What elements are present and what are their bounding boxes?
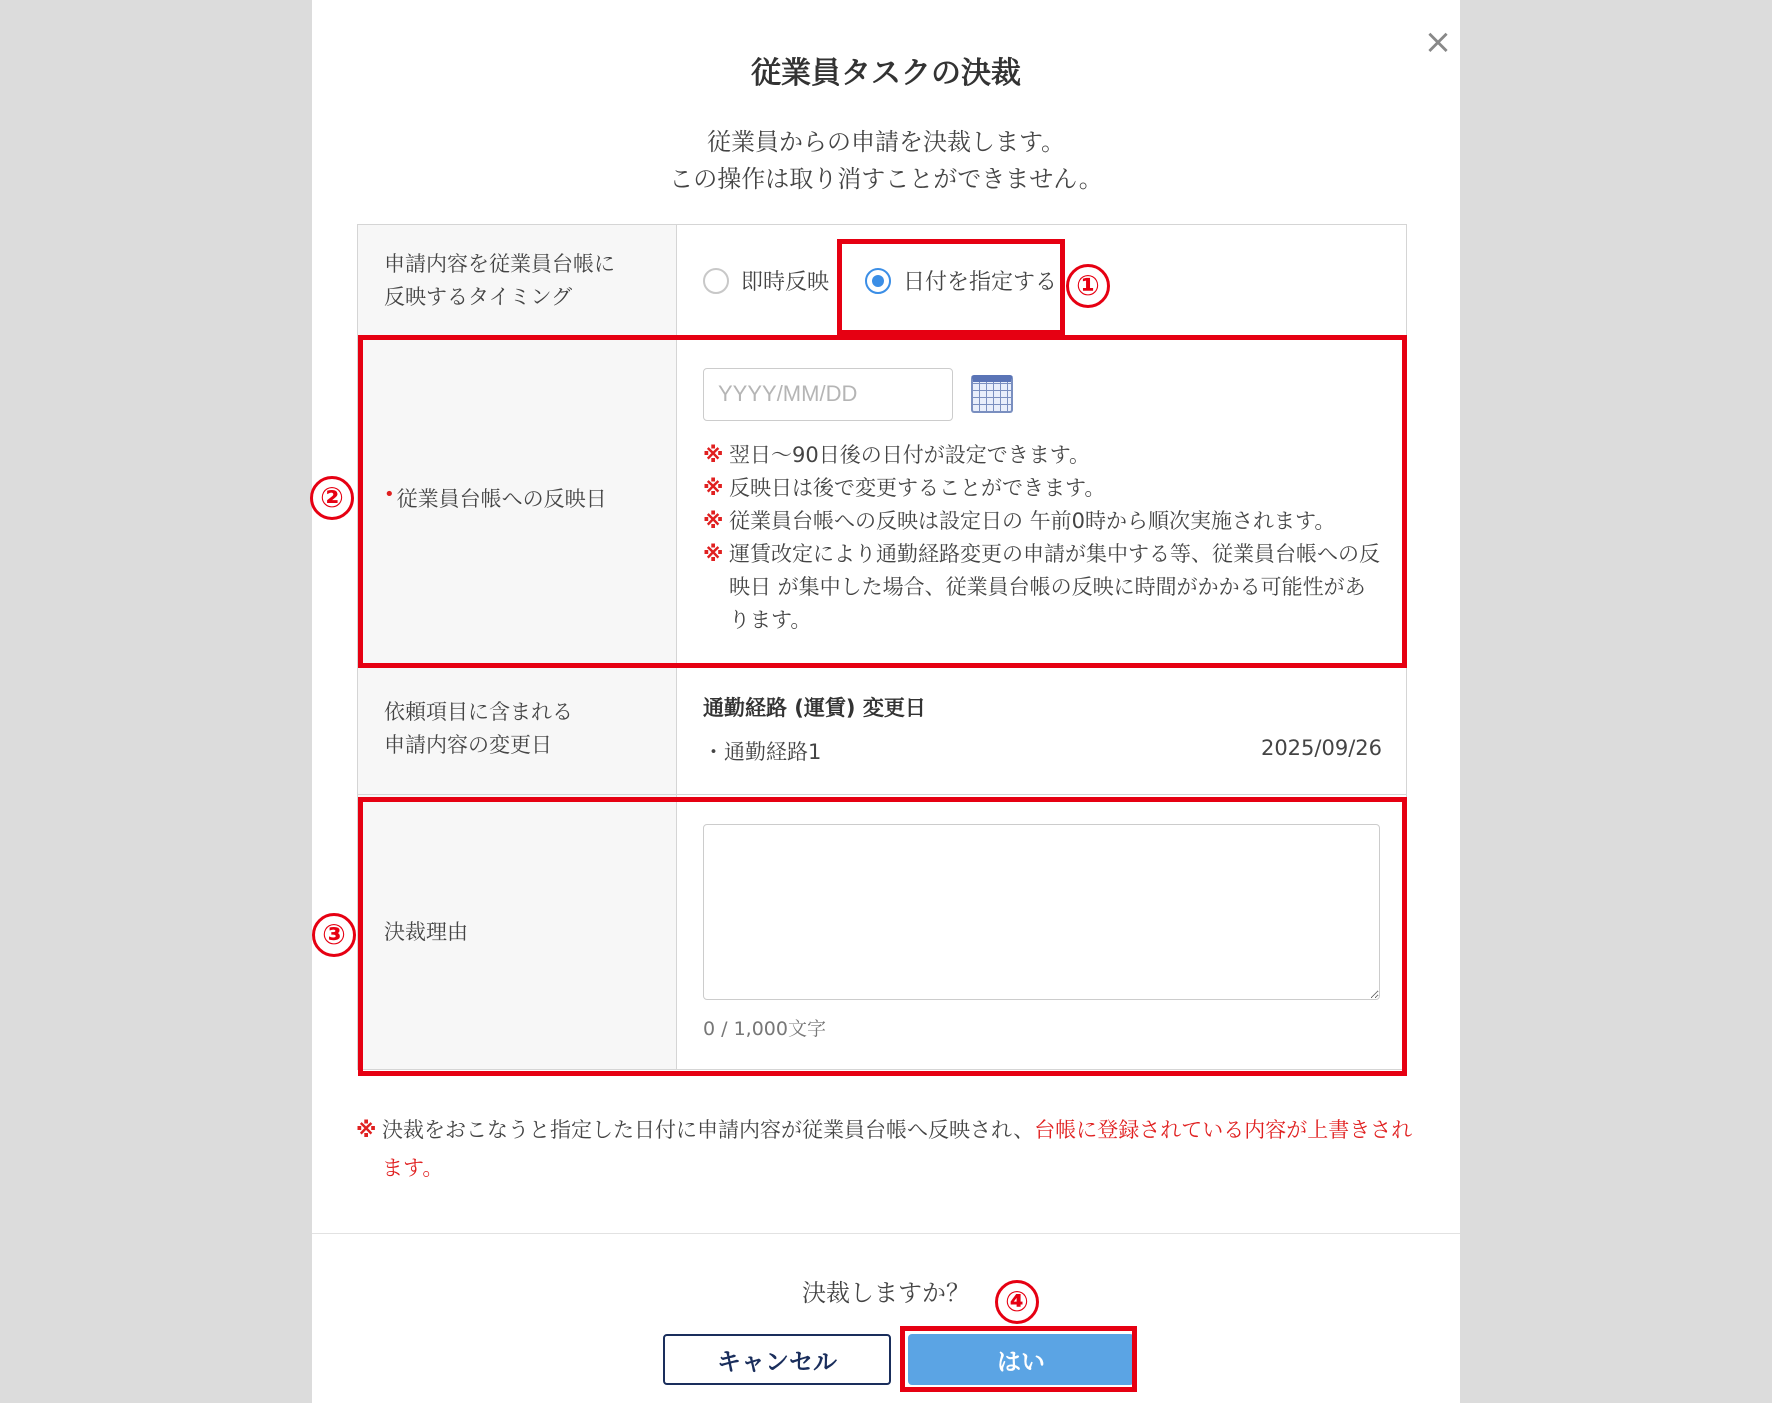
warning-text-red: 台帳に登録されている内容が上書きされます。: [382, 1118, 1413, 1180]
description-line-1: 従業員からの申請を決裁します。: [706, 128, 1066, 156]
note-text: 反映日は後で変更することができます。: [729, 475, 1106, 500]
footer-divider: [312, 1233, 1460, 1234]
warning-mark: ※: [356, 1118, 377, 1142]
callout-2: ②: [310, 476, 354, 520]
reason-row: [358, 795, 1407, 1070]
yes-button[interactable]: はい: [908, 1334, 1134, 1385]
reason-value: [677, 795, 1407, 1070]
change-date-item: [703, 736, 1382, 766]
calendar-icon[interactable]: [971, 375, 1013, 413]
change-date-label-line-2: 申請内容の変更日: [384, 733, 552, 757]
radio-specify-date-label: 日付を指定する: [903, 270, 1058, 295]
decision-form: [357, 224, 1407, 1070]
radio-specify-date-circle[interactable]: [865, 268, 891, 294]
note-mark: ※: [703, 442, 724, 467]
close-icon[interactable]: ×: [1423, 22, 1453, 62]
change-date-label-line-1: 依頼項目に含まれる: [384, 700, 573, 724]
reason-label: 決裁理由: [358, 795, 677, 1070]
callout-1: ①: [1066, 264, 1110, 308]
note-item: [703, 505, 1382, 538]
reflect-date-label: [358, 337, 677, 664]
reflect-date-label-text: 従業員台帳への反映日: [396, 487, 607, 511]
change-date-row: [358, 664, 1407, 795]
note-item: [703, 538, 1382, 637]
confirm-question: 決裁しますか？: [802, 1279, 970, 1307]
timing-label-line-1: 申請内容を従業員台帳に: [384, 251, 615, 276]
cancel-button[interactable]: キャンセル: [663, 1334, 891, 1385]
required-mark: •: [384, 484, 395, 505]
reflect-date-row: [358, 337, 1407, 664]
warning-text: 決裁をおこなうと指定した日付に申請内容が従業員台帳へ反映され、: [382, 1118, 1035, 1142]
change-date-item-date: 2025/09/26: [1260, 736, 1382, 760]
note-text: 従業員台帳への反映は設定日の 午前0時から順次実施されます。: [729, 508, 1336, 533]
dialog-description: [312, 124, 1460, 198]
date-input[interactable]: [703, 368, 953, 421]
reflect-date-value: [677, 337, 1407, 664]
timing-options: [677, 225, 1407, 337]
note-mark: ※: [703, 508, 724, 533]
note-mark: ※: [703, 541, 724, 566]
note-text: 翌日～90日後の日付が設定できます。: [729, 442, 1091, 467]
reason-textarea[interactable]: [703, 824, 1380, 1000]
change-date-item-name: ・通勤経路1: [703, 740, 822, 764]
callout-3: ③: [312, 913, 356, 957]
reflect-date-notes: [703, 439, 1382, 637]
timing-label-line-2: 反映するタイミング: [384, 284, 573, 309]
change-date-value: [677, 664, 1407, 795]
radio-immediate[interactable]: [703, 265, 829, 296]
timing-label: [358, 225, 677, 337]
note-item: [703, 439, 1382, 472]
timing-row: [358, 225, 1407, 337]
change-date-section-title: 通勤経路 (運賃) 変更日: [703, 696, 926, 720]
callout-4: ④: [995, 1280, 1039, 1324]
radio-immediate-circle[interactable]: [703, 268, 729, 294]
note-item: [703, 472, 1382, 505]
dialog-title: 従業員タスクの決裁: [751, 56, 1021, 91]
change-date-label: [358, 664, 677, 795]
character-counter: 0 / 1,000文字: [703, 1017, 826, 1040]
note-mark: ※: [703, 475, 724, 500]
note-text: 運賃改定により通勤経路変更の申請が集中する等、従業員台帳への反映日 が集中した場合、従業員台帳の反映に時間がかかる可能性があります。: [729, 541, 1380, 632]
overwrite-warning: [356, 1111, 1416, 1187]
radio-specify-date[interactable]: [865, 265, 1057, 296]
description-line-2: この操作は取り消すことができません。: [669, 165, 1103, 193]
radio-immediate-label: 即時反映: [741, 270, 830, 295]
